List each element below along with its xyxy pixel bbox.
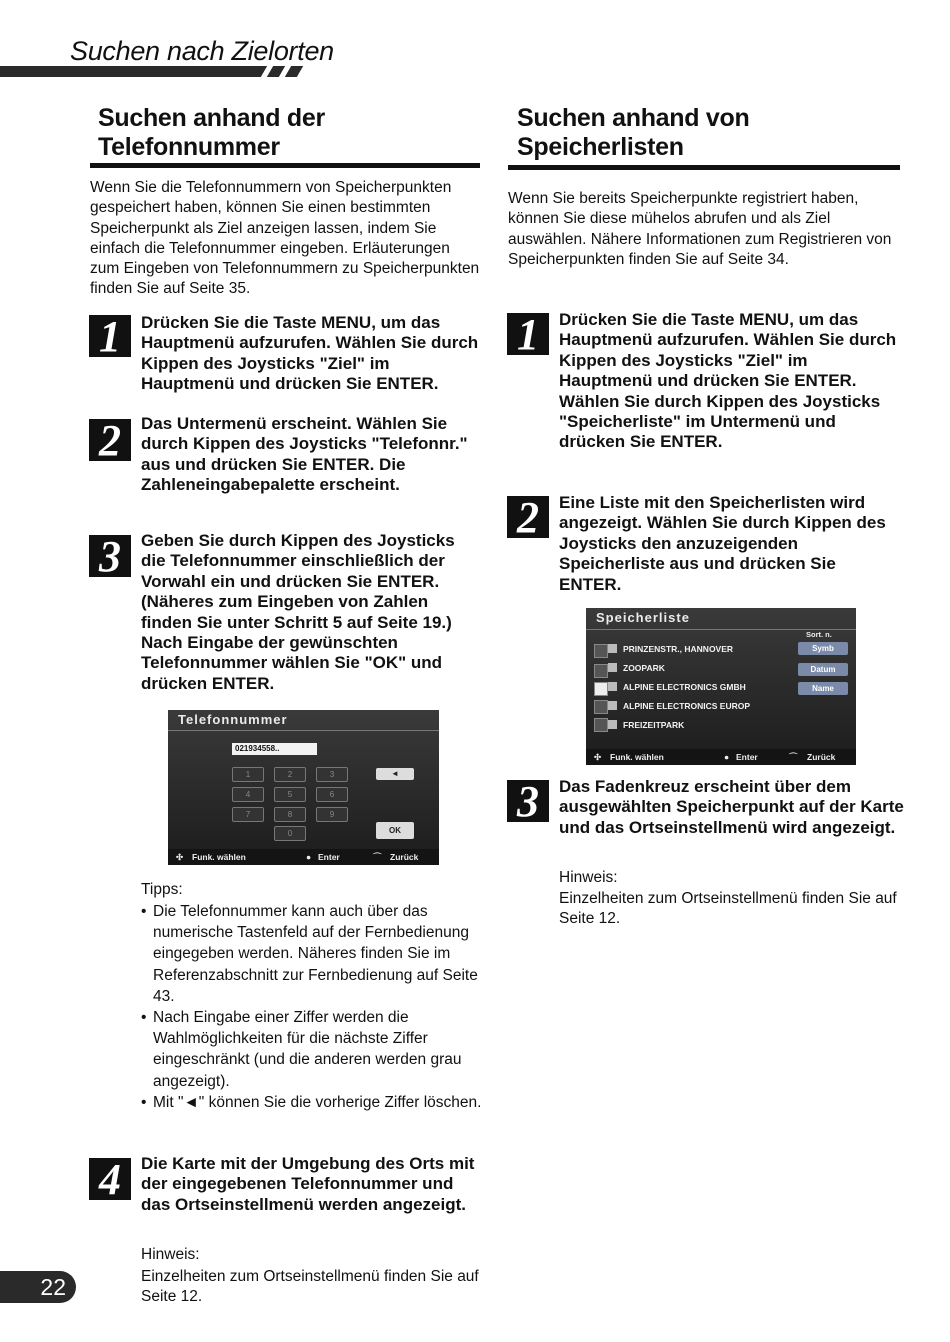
back-icon: ⌒ <box>789 752 798 762</box>
note-label: Hinweis: <box>559 869 618 886</box>
section-rule <box>508 165 900 170</box>
right-section-title <box>517 104 749 162</box>
title-line: Speicherlisten <box>517 133 684 161</box>
step-number: 2 <box>89 419 131 461</box>
flag-icon <box>608 701 617 710</box>
tip-item: • Die Telefonnummer kann auch über das numerische Tastenfeld auf der Fernbedienung eingegeben werden. Näheres finden Sie im Referenzabschnitt zur Fernbedienung auf Seite 43. <box>141 901 483 1007</box>
screen-title: Speicherliste <box>596 610 690 625</box>
screen-footer <box>586 749 856 765</box>
divider <box>168 730 439 731</box>
ok-key: OK <box>376 822 414 839</box>
screen-footer <box>168 849 439 865</box>
list-checkbox <box>594 718 608 732</box>
sort-date-button: Datum <box>798 663 848 676</box>
footer-back: Zurück <box>807 752 836 762</box>
row-label: ALPINE ELECTRONICS EUROP <box>623 701 751 711</box>
key: 3 <box>316 767 348 782</box>
joystick-icon: ✣ <box>594 752 602 762</box>
right-intro: Wenn Sie bereits Speicherpunkte registriert haben, können Sie diese mühelos abrufen und als Ziel auswählen. Nähere Informationen zum Registrieren von Speicherpunkten finden Sie auf Seite 34. <box>508 190 892 268</box>
step-number: 4 <box>89 1158 131 1200</box>
step-text: Drücken Sie die Taste MENU, um das Hauptmenü aufzurufen. Wählen Sie durch Kippen des Joysticks "Ziel" im Hauptmenü und drücken Sie ENTER. <box>141 313 479 394</box>
sort-symbol-button: Symb <box>798 642 848 655</box>
telefonnummer-screenshot <box>168 710 439 865</box>
joystick-icon: ✣ <box>176 852 184 862</box>
left-section-title <box>98 104 325 162</box>
memory-icon <box>608 663 617 672</box>
key: 0 <box>274 826 306 841</box>
tips-label: Tipps: <box>141 881 183 898</box>
number-input: 021934558.. <box>232 743 317 755</box>
list-checkbox <box>594 644 608 658</box>
row-label: FREIZEITPARK <box>623 720 685 730</box>
step-text: Eine Liste mit den Speicherlisten wird angezeigt. Wählen Sie durch Kippen des Joysticks den anzuzeigenden Speicherliste aus und drücken Sie ENTER. <box>559 493 886 594</box>
list-row <box>608 699 750 713</box>
step-text: Das Fadenkreuz erscheint über dem ausgewählten Speicherpunkt auf der Karte und das Ortseinstellmenü wird angezeigt. <box>559 777 904 837</box>
step-number: 1 <box>89 315 131 357</box>
memory-icon <box>608 682 617 691</box>
sort-label: Sort. n. <box>806 630 832 639</box>
step-text: Die Karte mit der Umgebung des Orts mit der eingegebenen Telefonnummer und das Ortseinstellmenü werden angezeigt. <box>141 1154 475 1214</box>
step-text: Drücken Sie die Taste MENU, um das Hauptmenü aufzurufen. Wählen Sie durch Kippen des Joysticks "Ziel" im Hauptmenü und drücken Sie ENTER. Wählen Sie durch Kippen des Joysticks "Speicherliste" im Untermenü und drücken Sie ENTER. <box>559 310 897 452</box>
key: 1 <box>232 767 264 782</box>
screen-title: Telefonnummer <box>178 712 288 727</box>
list-row <box>608 718 684 732</box>
left-intro: Wenn Sie die Telefonnummern von Speicherpunkten gespeichert haben, können Sie einen bestimmten Speicherpunkt als Ziel anzeigen lassen, indem Sie einfach die Telefonnummer eingeben. Erläuterungen zum Eingeben von Telefonnummern zu Speicherpunkten finden Sie auf Seite 35. <box>90 179 480 298</box>
key: 9 <box>316 807 348 822</box>
footer-back: Zurück <box>390 852 419 862</box>
footer-select: Funk. wählen <box>192 852 246 862</box>
list-row <box>608 680 746 694</box>
tips-list <box>141 901 483 1113</box>
header-stripe <box>267 66 285 77</box>
footer-enter: Enter <box>318 852 340 862</box>
step-number: 1 <box>507 313 549 355</box>
key: 2 <box>274 767 306 782</box>
tip-item: • Mit "◄" können Sie die vorherige Ziffer löschen. <box>141 1092 483 1113</box>
page-number: 22 <box>0 1271 76 1303</box>
header-bar <box>0 66 258 77</box>
sort-name-button: Name <box>798 682 848 695</box>
list-row <box>608 661 665 675</box>
tip-item: • Nach Eingabe einer Ziffer werden die Wahlmöglichkeiten für die nächste Ziffer eingeschränkt (und die anderen werden grau angezeigt). <box>141 1007 483 1092</box>
step-number: 3 <box>507 780 549 822</box>
section-rule <box>90 163 480 168</box>
memory-icon <box>608 720 617 729</box>
note-text: Einzelheiten zum Ortseinstellmenü finden Sie auf Seite 12. <box>559 890 897 928</box>
key: 8 <box>274 807 306 822</box>
step-number: 2 <box>507 496 549 538</box>
note-text: Einzelheiten zum Ortseinstellmenü finden Sie auf Seite 12. <box>141 1268 479 1306</box>
row-label: ZOOPARK <box>623 663 665 673</box>
list-row <box>608 642 733 656</box>
key: 7 <box>232 807 264 822</box>
speicherliste-screenshot <box>586 608 856 765</box>
enter-icon: ● <box>724 752 730 762</box>
title-line: Suchen anhand der <box>98 104 325 132</box>
key: 6 <box>316 787 348 802</box>
row-label: ALPINE ELECTRONICS GMBH <box>623 682 746 692</box>
step-text: Geben Sie durch Kippen des Joysticks die Telefonnummer einschließlich der Vorwahl ein und drücken Sie ENTER. (Näheres zum Eingeben von Zahlen finden Sie unter Schritt 5 auf Seite 19.) Nach Eingabe der gewünschten Telefonnummer wählen Sie "OK" und drücken ENTER. <box>141 531 455 693</box>
back-icon: ⌒ <box>373 852 382 862</box>
header-stripe <box>285 66 303 77</box>
title-line: Suchen anhand von <box>517 104 750 132</box>
step-text: Das Untermenü erscheint. Wählen Sie durch Kippen des Joysticks "Telefonnr." aus und drücken Sie ENTER. Die Zahleneingabepalette erscheint. <box>141 414 468 495</box>
key: 4 <box>232 787 264 802</box>
footer-select: Funk. wählen <box>610 752 664 762</box>
note-label: Hinweis: <box>141 1246 200 1263</box>
backspace-key: ◄ <box>376 768 414 780</box>
title-line: Telefonnummer <box>98 133 280 161</box>
key: 5 <box>274 787 306 802</box>
footer-enter: Enter <box>736 752 758 762</box>
list-checkbox <box>594 700 608 714</box>
chapter-title: Suchen nach Zielorten <box>70 36 334 66</box>
enter-icon: ● <box>306 852 312 862</box>
row-label: PRINZENSTR., HANNOVER <box>623 644 734 654</box>
step-number: 3 <box>89 535 131 577</box>
list-checkbox <box>594 664 608 678</box>
list-checkbox <box>594 682 608 696</box>
memory-icon <box>608 644 617 653</box>
